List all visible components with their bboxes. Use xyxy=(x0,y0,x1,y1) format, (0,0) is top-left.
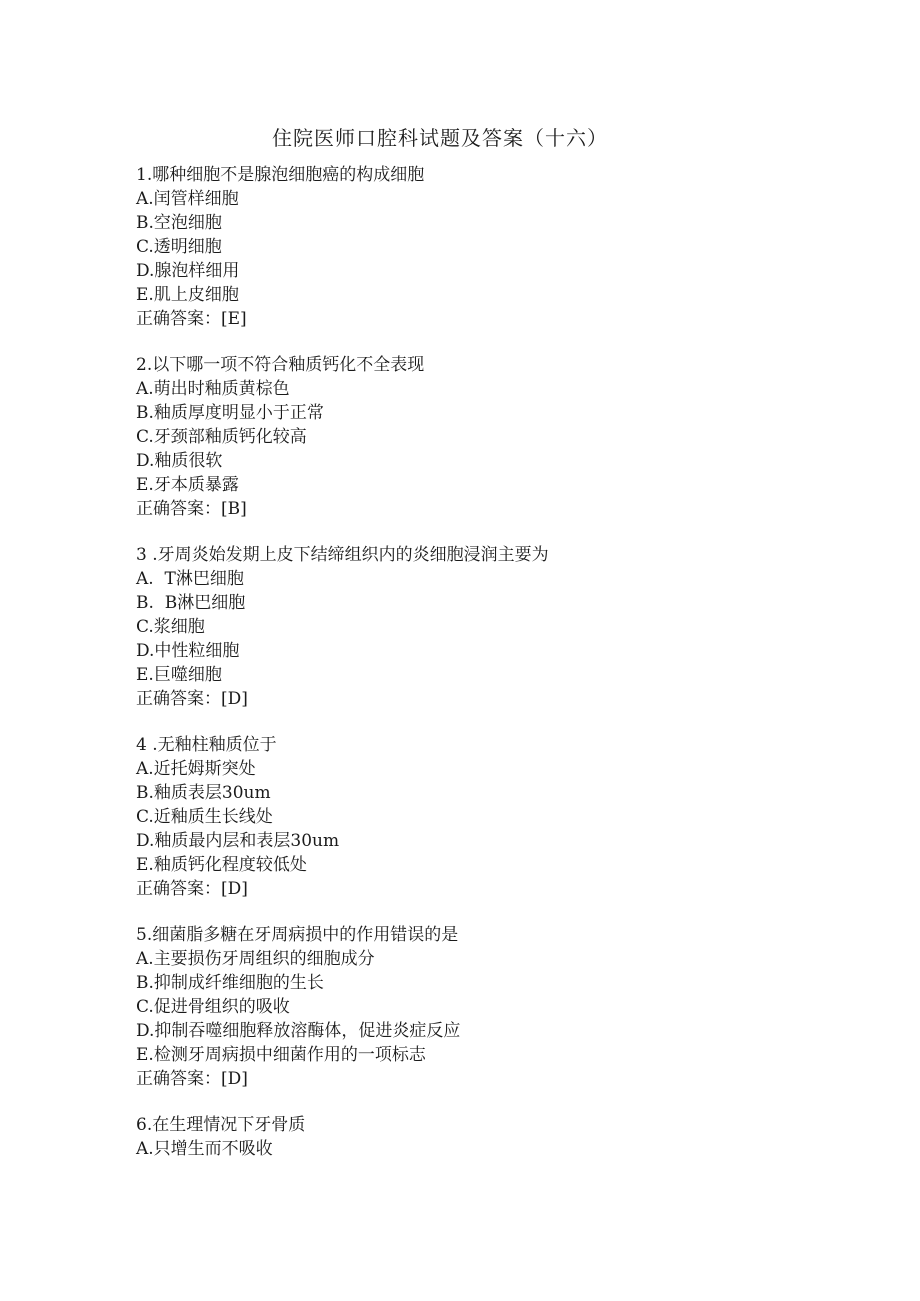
option-a: A. T淋巴细胞 xyxy=(136,569,244,589)
option-d: D.中性粒细胞 xyxy=(136,641,240,661)
question-2 xyxy=(136,353,876,521)
option-e: E.牙本质暴露 xyxy=(136,475,239,495)
correct-answer: 正确答案：[B] xyxy=(136,499,247,519)
option-c: C.透明细胞 xyxy=(136,237,222,257)
correct-answer: 正确答案：[D] xyxy=(136,1069,248,1089)
option-d: D.腺泡样细用 xyxy=(136,261,240,281)
document-title: 住院医师口腔科试题及答案（十六） xyxy=(272,126,608,150)
question-3 xyxy=(136,543,876,711)
question-6 xyxy=(136,1113,876,1161)
option-b: B. B淋巴细胞 xyxy=(136,593,246,613)
correct-answer: 正确答案：[D] xyxy=(136,689,248,709)
option-c: C.牙颈部釉质钙化较高 xyxy=(136,427,307,447)
option-b: B.釉质表层30um xyxy=(136,783,271,803)
option-a: A.只增生而不吸收 xyxy=(136,1139,273,1159)
option-e: E.釉质钙化程度较低处 xyxy=(136,855,307,875)
question-stem: 5.细菌脂多糖在牙周病损中的作用错误的是 xyxy=(136,925,459,945)
option-e: E.巨噬细胞 xyxy=(136,665,222,685)
correct-answer: 正确答案：[D] xyxy=(136,879,248,899)
question-stem: 6.在生理情况下牙骨质 xyxy=(136,1115,306,1135)
question-4 xyxy=(136,733,876,901)
option-a: A.闰管样细胞 xyxy=(136,189,239,209)
option-d: D.釉质最内层和表层30um xyxy=(136,831,340,851)
question-1 xyxy=(136,163,876,331)
option-a: A.近托姆斯突处 xyxy=(136,759,256,779)
option-e: E.肌上皮细胞 xyxy=(136,285,239,305)
option-b: B.釉质厚度明显小于正常 xyxy=(136,403,324,423)
question-stem: 1.哪种细胞不是腺泡细胞癌的构成细胞 xyxy=(136,165,425,185)
correct-answer: 正确答案：[E] xyxy=(136,309,247,329)
question-stem: 2.以下哪一项不符合釉质钙化不全表现 xyxy=(136,355,425,375)
question-stem: 3 .牙周炎始发期上皮下结缔组织内的炎细胞浸润主要为 xyxy=(136,545,549,565)
option-a: A.萌出时釉质黄棕色 xyxy=(136,379,290,399)
option-d: D.抑制吞噬细胞释放溶酶体，促进炎症反应 xyxy=(136,1021,461,1041)
option-e: E.检测牙周病损中细菌作用的一项标志 xyxy=(136,1045,426,1065)
question-stem: 4 .无釉柱釉质位于 xyxy=(136,735,277,755)
question-list xyxy=(136,163,876,1183)
option-b: B.抑制成纤维细胞的生长 xyxy=(136,973,324,993)
question-5 xyxy=(136,923,876,1091)
option-a: A.主要损伤牙周组织的细胞成分 xyxy=(136,949,375,969)
option-b: B.空泡细胞 xyxy=(136,213,222,233)
option-c: C.近釉质生长线处 xyxy=(136,807,273,827)
option-c: C.促进骨组织的吸收 xyxy=(136,997,290,1017)
option-d: D.釉质很软 xyxy=(136,451,223,471)
option-c: C.浆细胞 xyxy=(136,617,205,637)
